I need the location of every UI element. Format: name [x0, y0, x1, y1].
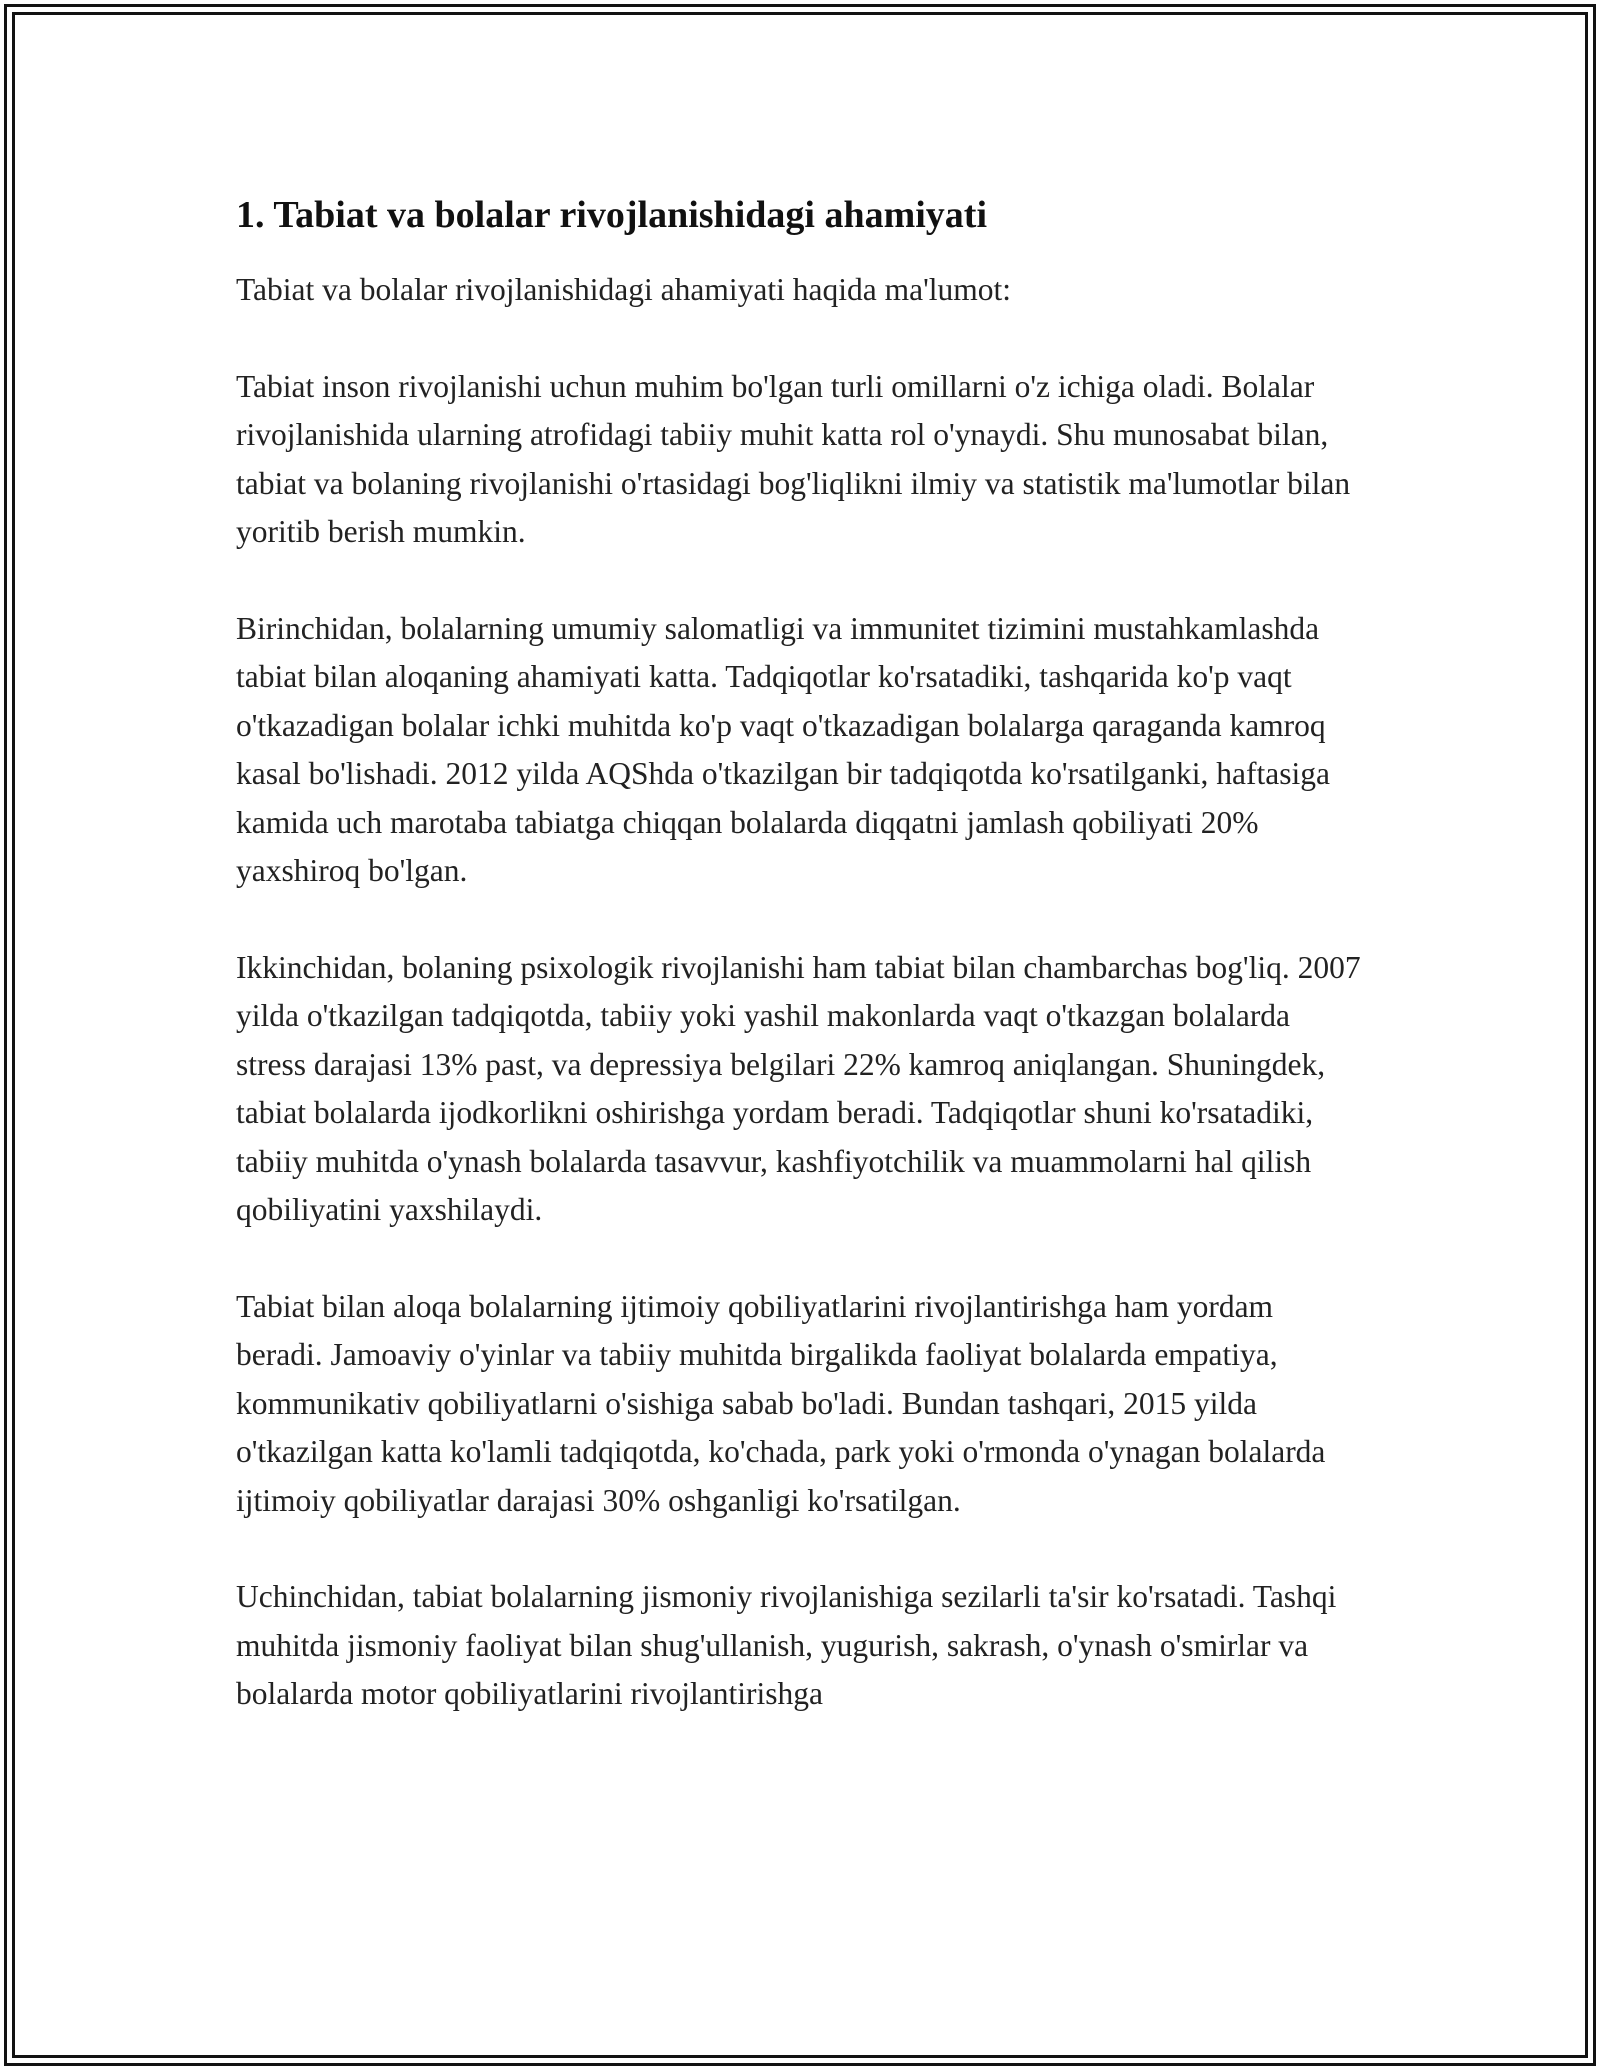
paragraph-overview: Tabiat inson rivojlanishi uchun muhim bo'lgan turli omillarni o'z ichiga oladi. Bolalar rivojlanishida ularning atrofidagi tabiiy muhit katta rol o'ynaydi. Shu munosabat bilan, tabiat va bolaning rivojlanishi o'rtasidagi bog'liqlikni ilmiy va statistik ma'lumotlar bilan yoritib berish mumkin.	[236, 368, 1351, 549]
paragraph-social: Tabiat bilan aloqa bolalarning ijtimoiy qobiliyatlarini rivojlantirishga ham yordam beradi. Jamoaviy o'yinlar va tabiiy muhitda birgalikda faoliyat bolalarda empatiya, kommunikativ qobiliyatlarni o'sishiga sabab bo'ladi. Bundan tashqari, 2015 yilda o'tkazilgan katta ko'lamli tadqiqotda, ko'chada, park yoki o'rmonda o'ynagan bolalarda ijtimoiy qobiliyatlar darajasi 30% oshganligi ko'rsatilgan.	[236, 1288, 1326, 1518]
paragraph-psychology: Ikkinchidan, bolaning psixologik rivojlanishi ham tabiat bilan chambarchas bog'liq. 2007 yilda o'tkazilgan tadqiqotda, tabiiy yoki yashil makonlarda vaqt o'tkazgan bolalarda stress darajasi 13% past, va depressiya belgilari 22% kamroq aniqlangan. Shuningdek, tabiat bolalarda ijodkorlikni oshirishga yordam beradi. Tadqiqotlar shuni ko'rsatadiki, tabiiy muhitda o'ynash bolalarda tasavvur, kashfiyotchilik va muammolarni hal qilish qobiliyatini yaxshilaydi.	[236, 949, 1361, 1227]
paragraph-physical: Uchinchidan, tabiat bolalarning jismoniy rivojlanishiga sezilarli ta'sir ko'rsatadi. Tashqi muhitda jismoniy faoliyat bilan shug'ullanish, yugurish, sakrash, o'ynash o'smirlar va bolalarda motor qobiliyatlarini rivojlantirishga	[236, 1579, 1337, 1711]
paragraph-health: Birinchidan, bolalarning umumiy salomatligi va immunitet tizimini mustahkamlashda tabiat bilan aloqaning ahamiyati katta. Tadqiqotlar ko'rsatadiki, tashqarida ko'p vaqt o'tkazadigan bolalar ichki muhitda ko'p vaqt o'tkazadigan bolalarga qaraganda kamroq kasal bo'lishadi. 2012 yilda AQShda o'tkazilgan bir tadqiqotda ko'rsatilganki, haftasiga kamida uch marotaba tabiatga chiqqan bolalarda diqqatni jamlash qobiliyati 20% yaxshiroq bo'lgan.	[236, 610, 1330, 888]
intro-paragraph: Tabiat va bolalar rivojlanishidagi ahamiyati haqida ma'lumot:	[236, 272, 1011, 307]
document-body	[236, 186, 1366, 1767]
section-heading: 1. Tabiat va bolalar rivojlanishidagi ahamiyati	[236, 194, 988, 236]
